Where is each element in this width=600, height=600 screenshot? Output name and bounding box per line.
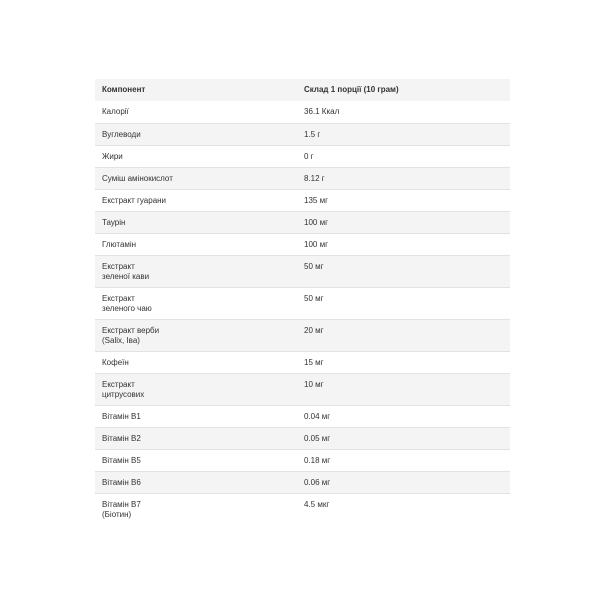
table-row [95, 233, 510, 255]
amount-cell: 50 мг [304, 262, 324, 271]
amount-cell: 36.1 Ккал [304, 107, 340, 116]
table-row [95, 255, 510, 287]
component-cell: Екстракт гуарани [102, 196, 167, 205]
amount-cell: 0 г [304, 152, 314, 161]
amount-cell: 135 мг [304, 196, 328, 205]
table-row [95, 319, 510, 351]
table-header-row [95, 79, 510, 101]
header-serving: Склад 1 порції (10 грам) [304, 85, 399, 94]
table-row [95, 167, 510, 189]
amount-cell: 8.12 г [304, 174, 325, 183]
amount-cell: 100 мг [304, 240, 328, 249]
nutrition-table [95, 79, 510, 525]
component-cell: Екстракт цитрусових [102, 380, 145, 399]
amount-cell: 20 мг [304, 326, 324, 335]
component-cell: Вуглеводи [102, 130, 141, 139]
amount-cell: 0.05 мг [304, 434, 331, 443]
amount-cell: 0.04 мг [304, 412, 331, 421]
component-cell: Жири [102, 152, 123, 161]
component-cell: Калорії [102, 107, 129, 116]
table-row [95, 123, 510, 145]
table-row [95, 351, 510, 373]
table-row [95, 449, 510, 471]
table-row [95, 405, 510, 427]
table-row [95, 427, 510, 449]
amount-cell: 50 мг [304, 294, 324, 303]
table-row [95, 471, 510, 493]
component-cell: Вітамін B5 [102, 456, 141, 465]
amount-cell: 10 мг [304, 380, 324, 389]
component-cell: Глютамін [102, 240, 137, 249]
amount-cell: 0.18 мг [304, 456, 331, 465]
table-row [95, 211, 510, 233]
table-row [95, 287, 510, 319]
table-row [95, 189, 510, 211]
header-component: Компонент [102, 85, 146, 94]
component-cell: Таурін [102, 218, 126, 227]
table-row [95, 493, 510, 525]
table-row [95, 101, 510, 123]
component-cell: Вітамін B1 [102, 412, 141, 421]
component-cell: Вітамін B7 (Біотин) [102, 500, 141, 519]
amount-cell: 15 мг [304, 358, 324, 367]
amount-cell: 0.06 мг [304, 478, 331, 487]
component-cell: Екстракт верби (Salix, Іва) [102, 326, 160, 345]
amount-cell: 4.5 мкг [304, 500, 330, 509]
amount-cell: 1.5 г [304, 130, 321, 139]
component-cell: Кофеїн [102, 358, 129, 367]
component-cell: Вітамін B2 [102, 434, 141, 443]
component-cell: Суміш амінокислот [102, 174, 173, 183]
table-row [95, 373, 510, 405]
amount-cell: 100 мг [304, 218, 328, 227]
component-cell: Екстракт зеленої кави [102, 262, 150, 281]
table-row [95, 145, 510, 167]
component-cell: Вітамін B6 [102, 478, 141, 487]
component-cell: Екстракт зеленого чаю [102, 294, 152, 313]
